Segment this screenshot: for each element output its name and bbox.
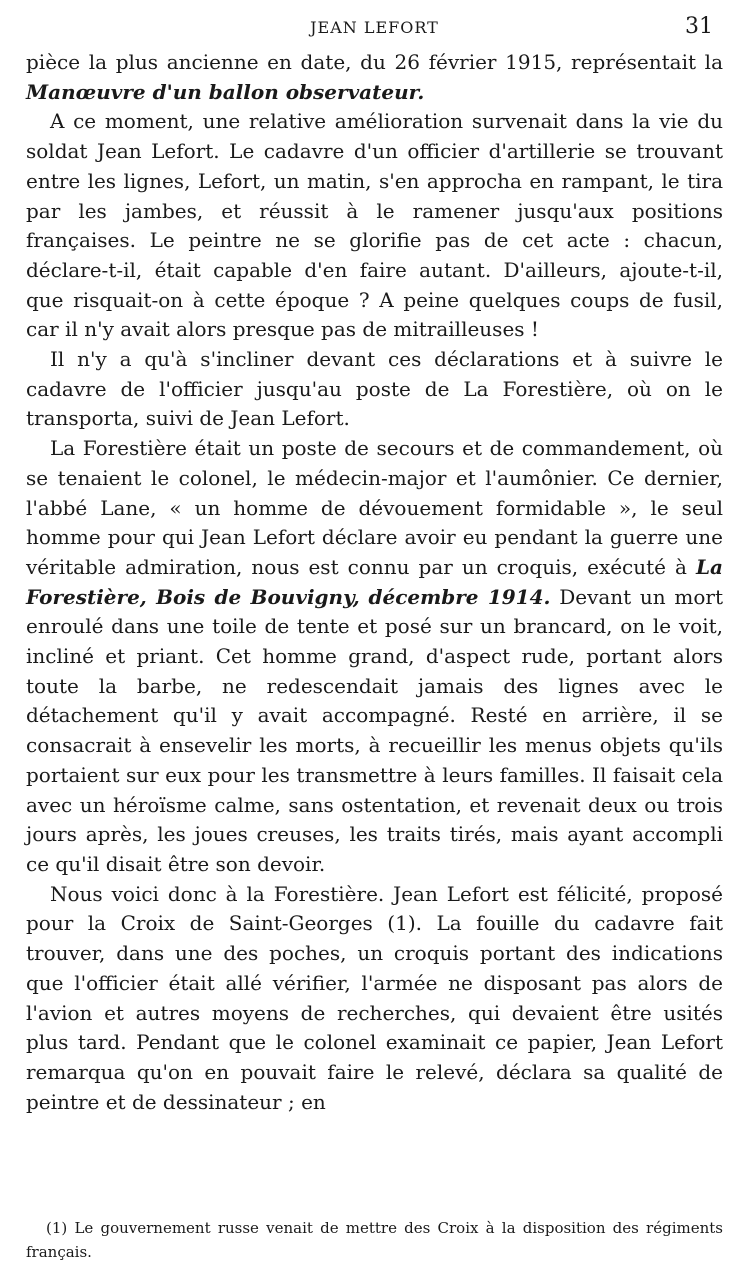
paragraph-2 [26,107,723,345]
paragraph-4-text-a: La Forestière était un poste de secours et de commandement, où se tenaient le colonel, le médecin-major et l'aumônier. Ce dernier, l'abbé Lane, « un homme de dévouement formidable », le seul homme pour qui Jean Lefort déclare avoir eu pendant la guerre une véritable admiration, nous est connu par un croquis, exécuté à [26,436,723,579]
paragraph-1-text: pièce la plus ancienne en date, du 26 février 1915, représentait la [26,50,723,74]
body-text [26,48,723,1117]
page-number: 31 [685,14,713,39]
sketch-location: La Forestière, Bois de Bouvigny, [26,554,723,609]
sketch-date: décembre 1914. [368,584,551,609]
running-title: JEAN LEFORT [310,18,439,37]
paragraph-4 [26,434,723,880]
page-header [26,14,723,42]
paragraph-5 [26,880,723,1118]
footnote-text: (1) Le gouvernement russe venait de mettre des Croix à la disposition des régiments français. [26,1219,723,1261]
paragraph-1 [26,48,723,107]
paragraph-4-text-b: Devant un mort enroulé dans une toile de tente et posé sur un brancard, on le voit, incliné et priant. Cet homme grand, d'aspect rude, portant alors toute la barbe, ne redescendait jamais des lignes avec le détachement qu'il y avait accompagné. Resté en arrière, il se consacrait à ensevelir les morts, à recueillir les menus objets qu'ils portaient sur eux pour les transmettre à leurs familles. Il faisait cela avec un héroïsme calme, sans ostentation, et revenait deux ou trois jours après, les joues creuses, les traits tirés, mais ayant accompli ce qu'il disait être son devoir. [26,584,724,876]
paragraph-3 [26,345,723,434]
paragraph-2-text: A ce moment, une relative amélioration survenait dans la vie du soldat Jean Lefort. Le cadavre d'un officier d'artillerie se trouvant entre les lignes, Lefort, un matin, s'en approcha en rampant, le tira par les jambes, et réussit à le ramener jusqu'aux positions françaises. Le peintre ne se glorifie pas de cet acte : chacun, déclare-t-il, était capable d'en faire autant. D'ailleurs, ajoute-t-il, que risquait-on à cette époque ? A peine quelques coups de fusil, car il n'y avait alors presque pas de mitrailleuses ! [26,109,723,342]
artwork-title: Manœuvre d'un ballon observateur. [26,79,425,104]
paragraph-3-text: Il n'y a qu'à s'incliner devant ces déclarations et à suivre le cadavre de l'officier jusqu'au poste de La Forestière, où on le transporta, suivi de Jean Lefort. [26,347,723,431]
paragraph-5-text: Nous voici donc à la Forestière. Jean Lefort est félicité, proposé pour la Croix de Saint-Georges (1). La fouille du cadavre fait trouver, dans une des poches, un croquis portant des indications que l'officier était allé vérifier, l'armée ne disposant pas alors de l'avion et autres moyens de recherches, qui devaient être usités plus tard. Pendant que le colonel examinait ce papier, Jean Lefort remarqua qu'on en pouvait faire le relevé, déclara sa qualité de peintre et de dessinateur ; en [26,881,723,1114]
footnote [26,1216,723,1264]
